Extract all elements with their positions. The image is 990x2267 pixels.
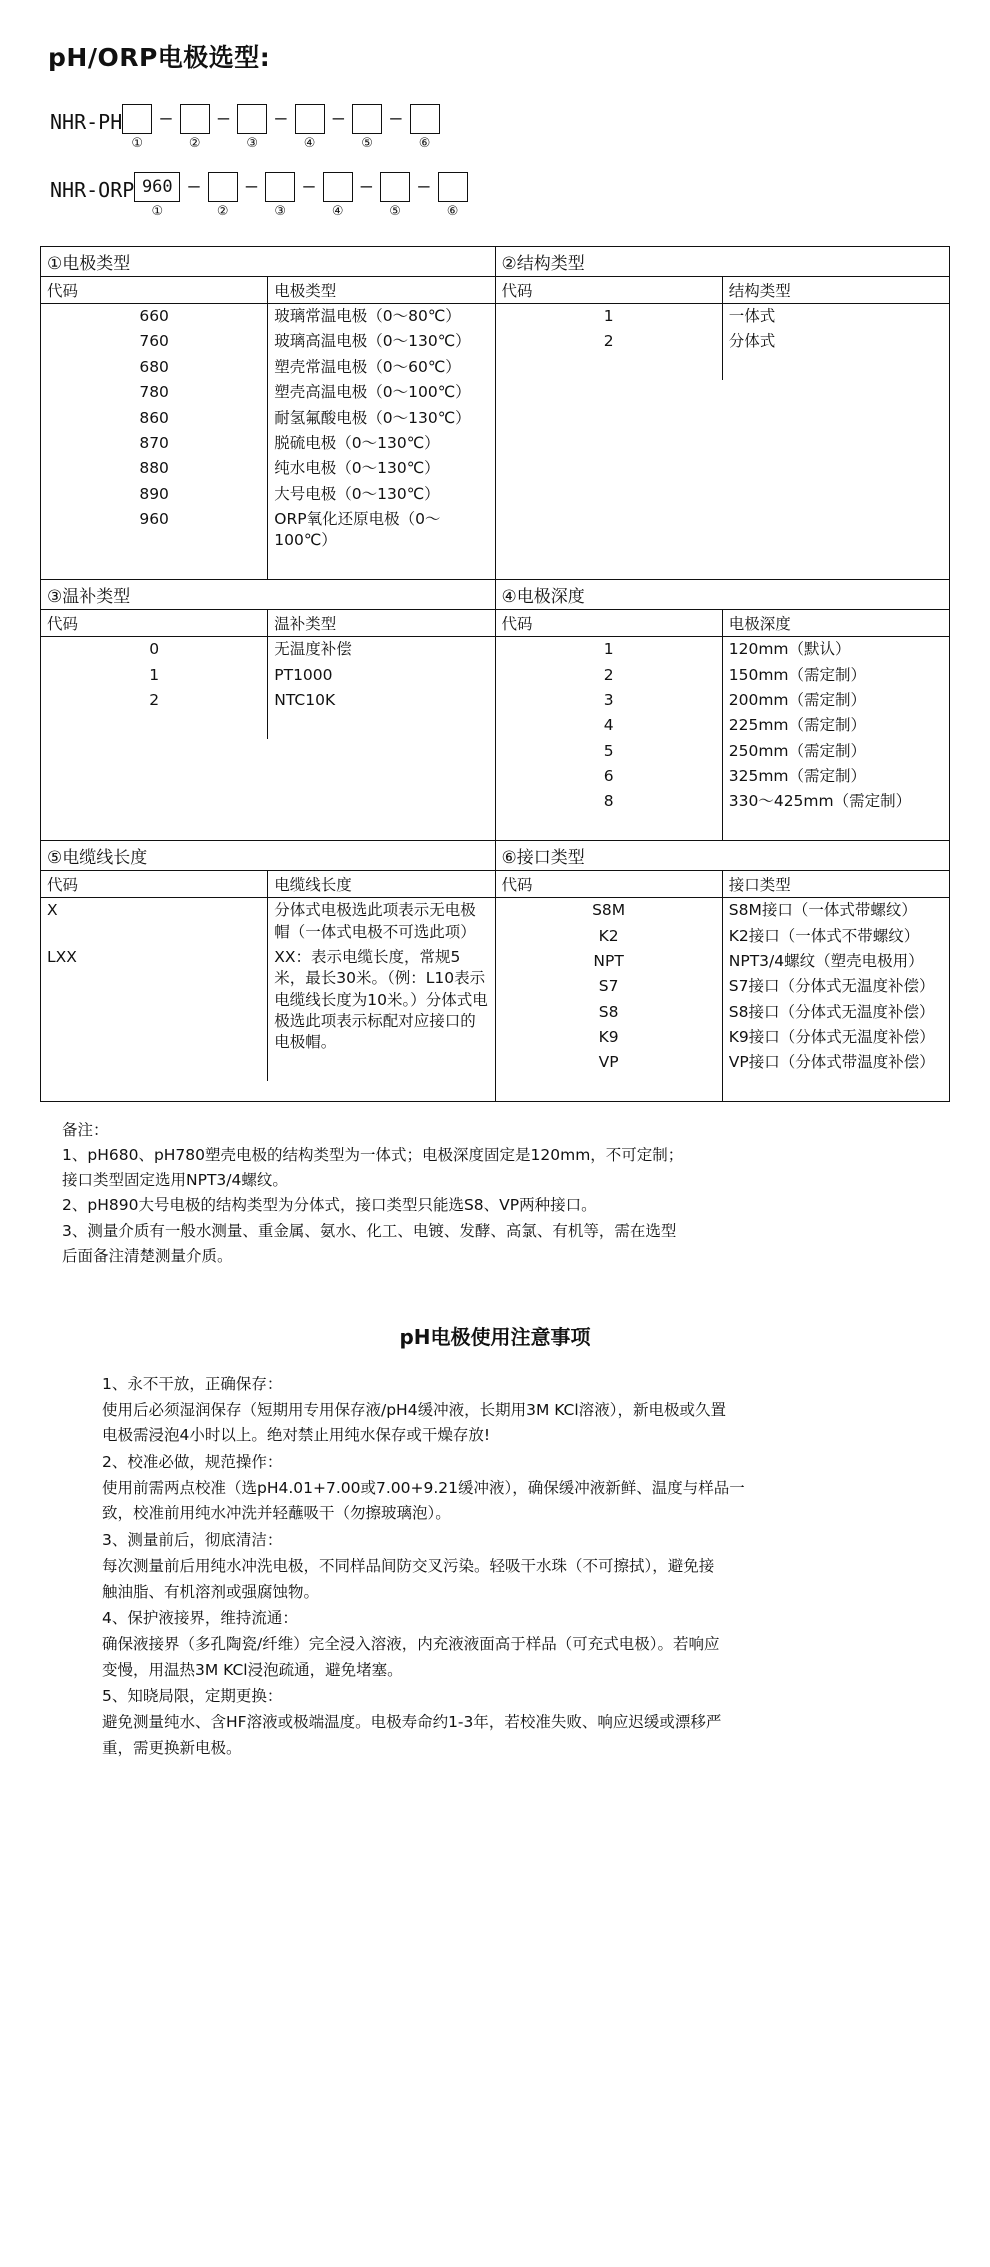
- row-code: 780: [41, 380, 268, 405]
- slot-group-6: [410, 104, 440, 150]
- row-code: 860: [41, 406, 268, 431]
- row-name: K9接口（分体式无温度补偿）: [728, 1028, 935, 1046]
- slot-input-3[interactable]: [237, 104, 267, 134]
- slot-separator: —: [217, 107, 230, 129]
- precaution-item: [102, 1372, 904, 1449]
- row-name: 脱硫电极（0～130℃）: [274, 433, 440, 452]
- model-code-row-orp: [40, 172, 950, 218]
- section-cell-electrode-type: [41, 247, 496, 580]
- section-heading-1: ①电极类型: [41, 247, 495, 277]
- slot-separator: —: [390, 107, 402, 129]
- row-name: 200mm（需定制）: [728, 690, 867, 709]
- row-code: 680: [41, 355, 268, 380]
- row-name: 250mm（需定制）: [728, 741, 867, 760]
- slot-number-1: ①: [131, 136, 144, 151]
- slot-input-2[interactable]: [208, 172, 238, 202]
- precaution-item: [102, 1528, 904, 1605]
- row-code: S8: [496, 1000, 723, 1025]
- row-spacer: [41, 713, 268, 738]
- row-code: S7: [496, 974, 723, 999]
- note-line: 2、pH890大号电极的结构类型为分体式，接口类型只能选S8、VP两种接口。: [62, 1196, 597, 1215]
- column-header-code-1: 代码: [41, 277, 268, 304]
- row-name: 一体式: [728, 307, 776, 325]
- row-code: 1: [41, 663, 268, 688]
- row-code: 4: [496, 713, 723, 738]
- row-code: 760: [41, 329, 268, 354]
- row-name: 塑壳高温电极（0～100℃）: [274, 383, 471, 402]
- row-code: 3: [496, 688, 723, 713]
- slot-separator: —: [188, 175, 200, 197]
- column-header-name-6: 接口类型: [722, 871, 949, 898]
- slot-input-6[interactable]: [438, 172, 468, 202]
- row-code: 2: [496, 329, 723, 354]
- section-heading-4: ④电极深度: [496, 580, 950, 610]
- row-name: 纯水电极（0～130℃）: [274, 459, 440, 478]
- column-header-code-2: 代码: [496, 277, 723, 304]
- slot-group-2: [208, 172, 238, 218]
- slot-number-2: ②: [216, 204, 229, 219]
- precaution-body-line: 使用后必须湿润保存（短期用专用保存液/pH4缓冲液，长期用3M KCl溶液），新电极或久置: [102, 1400, 726, 1419]
- section-heading-5: ⑤电缆线长度: [41, 841, 495, 871]
- section-heading-2: ②结构类型: [496, 247, 950, 277]
- row-code: 880: [41, 456, 268, 481]
- row-code: 2: [496, 663, 723, 688]
- row-name: 塑壳常温电极（0～60℃）: [274, 357, 461, 376]
- row-spacer: [496, 355, 723, 380]
- row-name: 150mm（需定制）: [728, 665, 867, 684]
- slot-separator: —: [160, 107, 172, 129]
- row-spacer: [268, 1056, 495, 1081]
- model-prefix-orp: NHR-ORP: [50, 178, 135, 202]
- column-header-code-5: 代码: [41, 871, 268, 898]
- row-name: 耐氢氟酸电极（0～130℃）: [274, 408, 471, 427]
- slot-separator: —: [418, 175, 430, 197]
- model-prefix-ph: NHR-PH: [50, 110, 123, 134]
- slot-input-6[interactable]: [410, 104, 440, 134]
- row-spacer: [268, 554, 495, 579]
- precautions-block: [102, 1372, 904, 1762]
- section-cell-connector-type: [495, 841, 950, 1102]
- precaution-item: [102, 1684, 904, 1761]
- row-name: XX：表示电缆长度，常规5米，最长30米。（例：L10表示电缆线长度为10米。）分体式电极选此项表示标配对应接口的电极帽。: [274, 947, 488, 1052]
- row-spacer: [722, 815, 949, 840]
- section-heading-6: ⑥接口类型: [496, 841, 950, 871]
- slot-group-3: [237, 104, 267, 150]
- row-name: ORP氧化还原电极（0～100℃）: [274, 510, 441, 550]
- section-table-3: [41, 580, 495, 739]
- slot-input-4[interactable]: [295, 104, 325, 134]
- slot-group-1: [134, 172, 180, 218]
- slot-separator: —: [245, 175, 258, 197]
- row-name: S8接口（分体式无温度补偿）: [728, 1002, 935, 1021]
- column-header-code-3: 代码: [41, 610, 268, 637]
- precaution-title: 3、测量前后，彻底清洁：: [102, 1531, 283, 1550]
- slot-number-3: ③: [246, 136, 258, 151]
- slot-input-1[interactable]: [122, 104, 152, 134]
- section-table-1: [41, 247, 495, 579]
- row-name: NPT3/4螺纹（塑壳电极用）: [728, 951, 924, 970]
- row-code: 870: [41, 431, 268, 456]
- notes-label: 备注：: [62, 1121, 109, 1140]
- row-name: NTC10K: [274, 690, 336, 709]
- row-code: 890: [41, 482, 268, 507]
- note-line: 3、测量介质有一般水测量、重金属、氨水、化工、电镀、发酵、高氯、有机等，需在选型: [62, 1221, 677, 1240]
- row-code: K9: [496, 1025, 723, 1050]
- page-title: pH/ORP电极选型:: [48, 43, 271, 72]
- row-code: 8: [496, 789, 723, 814]
- section-table-2: [496, 247, 950, 380]
- slot-input-4[interactable]: [323, 172, 353, 202]
- row-name: 分体式电极选此项表示无电极帽（一体式电极不可选此项）: [274, 901, 476, 941]
- column-header-name-2: 结构类型: [722, 277, 949, 304]
- precautions-heading: pH电极使用注意事项: [399, 1324, 591, 1349]
- slot-number-3: ③: [274, 204, 287, 219]
- precaution-body-line: 电极需浸泡4小时以上。绝对禁止用纯水保存或干燥存放!: [102, 1426, 491, 1445]
- precaution-item: [102, 1606, 904, 1683]
- row-code: S8M: [496, 898, 723, 924]
- slot-separator: —: [275, 107, 287, 129]
- row-code: X: [41, 898, 268, 945]
- row-code: 0: [41, 637, 268, 663]
- table-row: [41, 841, 950, 1102]
- row-code: 2: [41, 688, 268, 713]
- row-name: 225mm（需定制）: [728, 716, 867, 735]
- row-name: 玻璃高温电极（0～130℃）: [274, 332, 471, 351]
- slot-group-2: [180, 104, 210, 150]
- row-name: 330～425mm（需定制）: [728, 792, 912, 811]
- slot-number-1: ①: [151, 204, 164, 219]
- table-row: [41, 580, 950, 841]
- precaution-body-line: 使用前需两点校准（选pH4.01+7.00或7.00+9.21缓冲液），确保缓冲液新鲜、温度与样品一: [102, 1478, 745, 1497]
- row-name: 120mm（默认）: [728, 640, 851, 659]
- slot-group-5: [380, 172, 410, 218]
- precaution-body-line: 触油脂、有机溶剂或强腐蚀物。: [102, 1582, 320, 1601]
- row-spacer: [41, 1056, 268, 1081]
- slot-separator: —: [332, 107, 345, 129]
- slot-group-5: [352, 104, 382, 150]
- row-spacer: [496, 1076, 723, 1101]
- section-table-5: [41, 841, 495, 1081]
- row-name: S7接口（分体式无温度补偿）: [728, 977, 935, 996]
- precaution-body-line: 致，校准前用纯水冲洗并轻蘸吸干（勿擦玻璃泡）。: [102, 1504, 451, 1523]
- slot-number-4: ④: [331, 204, 344, 219]
- precaution-body-line: 确保液接界（多孔陶瓷/纤维）完全浸入溶液，内充液液面高于样品（可充式电极）。若响应: [102, 1634, 720, 1653]
- precaution-body-line: 重，需更换新电极。: [102, 1738, 242, 1757]
- spec-table: [40, 246, 950, 1102]
- section-heading-3: ③温补类型: [41, 580, 495, 610]
- row-code: 960: [41, 507, 268, 554]
- precaution-body-line: 避免测量纯水、含HF溶液或极端温度。电极寿命约1-3年，若校准失败、响应迟缓或漂移严: [102, 1713, 722, 1732]
- column-header-name-1: 电极类型: [268, 277, 495, 304]
- section-table-6: [496, 841, 950, 1101]
- row-name: S8M接口（一体式带螺纹）: [728, 901, 917, 920]
- column-header-name-5: 电缆线长度: [268, 871, 495, 898]
- row-code: 1: [496, 637, 723, 663]
- slot-number-6: ⑥: [446, 204, 459, 219]
- column-header-code-4: 代码: [496, 610, 723, 637]
- row-code: VP: [496, 1050, 723, 1075]
- precaution-title: 2、校准必做，规范操作：: [102, 1452, 283, 1471]
- row-spacer: [41, 554, 268, 579]
- row-name: 玻璃常温电极（0～80℃）: [274, 307, 461, 325]
- row-spacer: [722, 355, 949, 380]
- row-code: LXX: [41, 945, 268, 1056]
- precaution-title: 1、永不干放，正确保存：: [102, 1374, 283, 1393]
- slot-input-1[interactable]: 960: [134, 172, 180, 202]
- row-code: K2: [496, 924, 723, 949]
- slot-number-5: ⑤: [361, 136, 373, 151]
- row-spacer: [496, 815, 723, 840]
- note-line: 后面备注清楚测量介质。: [62, 1246, 233, 1265]
- row-spacer: [722, 1076, 949, 1101]
- row-code: NPT: [496, 949, 723, 974]
- row-code: 1: [496, 304, 723, 330]
- row-spacer: [268, 713, 495, 738]
- slot-separator: —: [360, 175, 373, 197]
- slot-input-3[interactable]: [265, 172, 295, 202]
- section-cell-structure-type: [495, 247, 950, 580]
- section-cell-temp-comp: [41, 580, 496, 841]
- slot-group-4: [295, 104, 325, 150]
- row-name: PT1000: [274, 665, 333, 684]
- slot-list-orp: [134, 172, 467, 218]
- precaution-title: 4、保护液接界，维持流通：: [102, 1609, 298, 1628]
- slot-input-5[interactable]: [352, 104, 382, 134]
- precaution-body-line: 每次测量前后用纯水冲洗电极，不同样品间防交叉污染。轻吸干水珠（不可擦拭），避免接: [102, 1556, 715, 1575]
- row-code: 6: [496, 764, 723, 789]
- model-code-row-ph: [40, 104, 950, 150]
- row-name: 大号电极（0～130℃）: [274, 484, 440, 503]
- slot-number-6: ⑥: [418, 136, 431, 151]
- row-name: K2接口（一体式不带螺纹）: [728, 926, 920, 945]
- table-row: [41, 247, 950, 580]
- note-line: 接口类型固定选用NPT3/4螺纹。: [62, 1171, 288, 1190]
- row-code: 660: [41, 304, 268, 330]
- row-name: 分体式: [728, 332, 776, 351]
- section-cell-electrode-depth: [495, 580, 950, 841]
- slot-list-ph: [122, 104, 439, 150]
- slot-number-2: ②: [188, 136, 201, 151]
- column-header-name-3: 温补类型: [268, 610, 495, 637]
- column-header-name-4: 电极深度: [722, 610, 949, 637]
- section-table-4: [496, 580, 950, 840]
- slot-group-1: [122, 104, 152, 150]
- section-cell-cable-length: [41, 841, 496, 1102]
- slot-group-6: [438, 172, 468, 218]
- column-header-code-6: 代码: [496, 871, 723, 898]
- slot-input-5[interactable]: [380, 172, 410, 202]
- slot-group-4: [323, 172, 353, 218]
- row-name: VP接口（分体式带温度补偿）: [728, 1053, 935, 1072]
- slot-group-3: [265, 172, 295, 218]
- slot-number-5: ⑤: [389, 204, 401, 219]
- notes-block: [62, 1118, 950, 1269]
- precaution-title: 5、知晓局限，定期更换：: [102, 1687, 283, 1706]
- row-code: 5: [496, 739, 723, 764]
- slot-number-4: ④: [303, 136, 316, 151]
- row-name: 325mm（需定制）: [728, 767, 867, 785]
- slot-input-2[interactable]: [180, 104, 210, 134]
- note-line: 1、pH680、pH780塑壳电极的结构类型为一体式；电极深度固定是120mm，不可定制；: [62, 1146, 684, 1165]
- precaution-body-line: 变慢，用温热3M KCl浸泡疏通，避免堵塞。: [102, 1660, 403, 1679]
- slot-separator: —: [303, 175, 315, 197]
- row-name: 无温度补偿: [274, 640, 352, 659]
- precaution-item: [102, 1450, 904, 1527]
